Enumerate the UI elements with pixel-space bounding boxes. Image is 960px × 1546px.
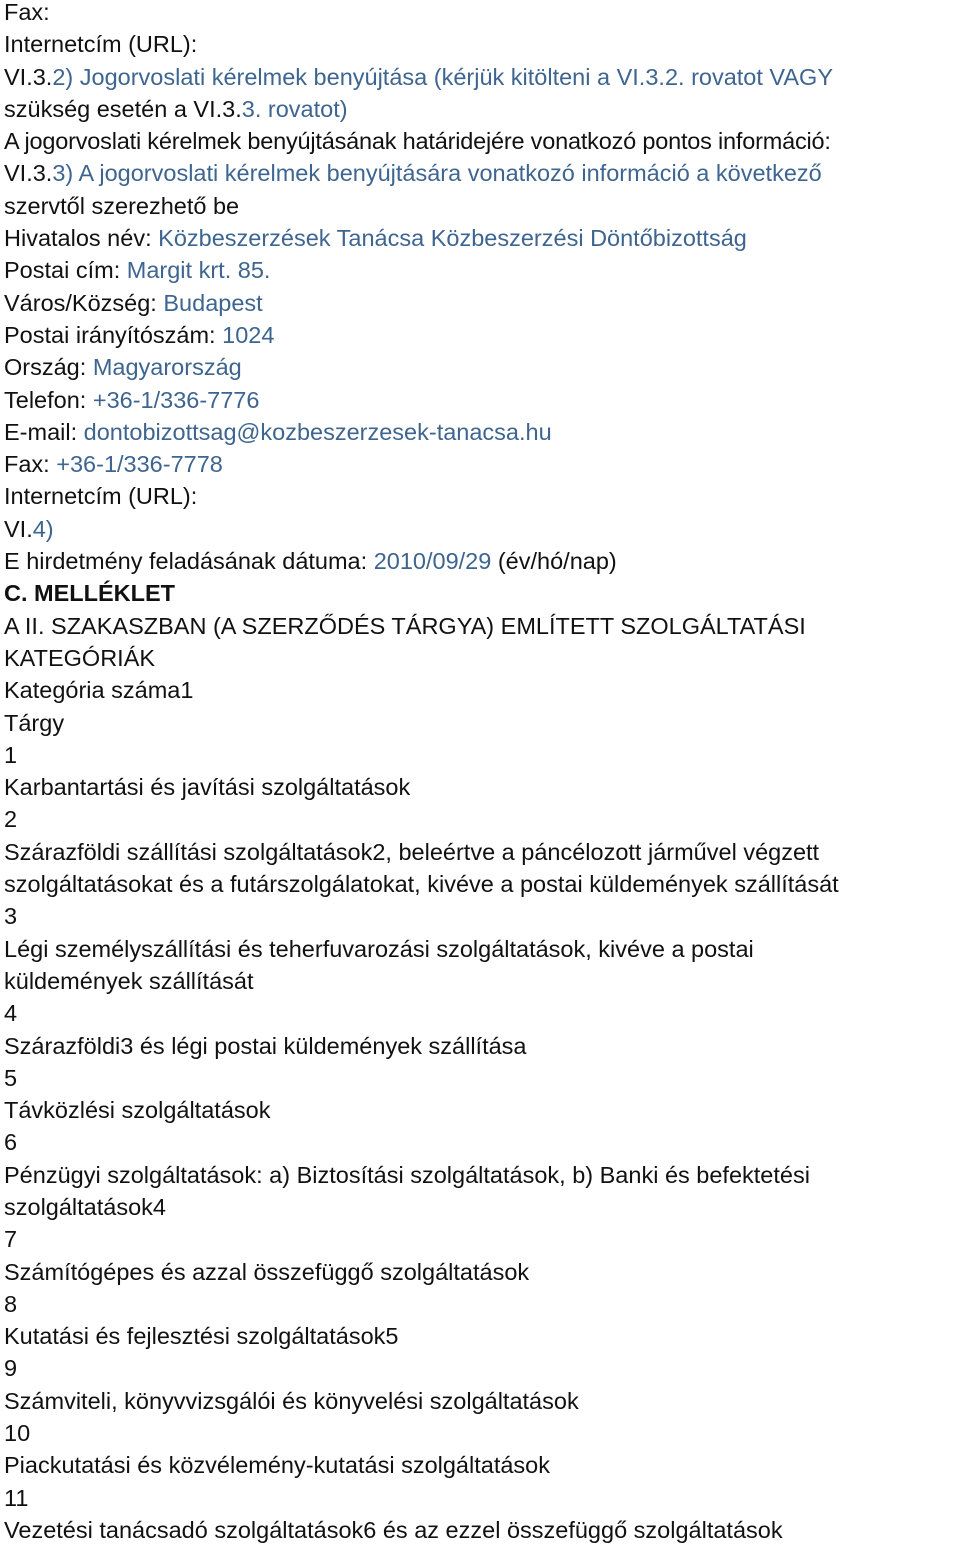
category-subject: Számítógépes és azzal összefüggő szolgáltatások (4, 1258, 530, 1285)
category-number: 10 (4, 1420, 31, 1447)
annex-subtitle-line1: A II. SZAKASZBAN (A SZERZŐDÉS TÁRGYA) EMLÍTETT SZOLGÁLTATÁSI (4, 612, 806, 639)
category-number: 6 (4, 1129, 18, 1156)
category-number: 2 (4, 806, 18, 833)
category-number: 7 (4, 1226, 18, 1253)
fax-row (4, 448, 956, 480)
fax-value: +36-1/336-7778 (56, 451, 223, 478)
phone-value: +36-1/336-7776 (92, 386, 260, 413)
category-subject: Szárazföldi szállítási szolgáltatások2, beleértve a páncélozott járművel végzett (4, 838, 820, 865)
country-row (4, 351, 956, 383)
category-number: 8 (4, 1290, 18, 1317)
section-number: VI.3. (4, 63, 53, 90)
category-subject: Légi személyszállítási és teherfuvarozási szolgáltatások, kivéve a postai (4, 935, 754, 962)
city-value: Budapest (163, 289, 263, 316)
category-subject: Karbantartási és javítási szolgáltatások (4, 774, 411, 801)
category-subject: Piackutatási és közvélemény-kutatási szolgáltatások (4, 1452, 550, 1479)
postal-address-row (4, 254, 956, 286)
section-vi4 (4, 513, 956, 545)
category-subject: Pénzügyi szolgáltatások: a) Biztosítási szolgáltatások, b) Banki és befektetési (4, 1161, 810, 1188)
category-subject: Távközlési szolgáltatások (4, 1097, 271, 1124)
field-label: Postai cím: (4, 257, 121, 284)
url-label: Internetcím (URL): (4, 31, 198, 58)
field-label: Ország: (4, 354, 87, 381)
section-text: 2) Jogorvoslati kérelmek benyújtása (kérjük kitölteni a VI.3. (52, 63, 665, 90)
email-link[interactable]: dontobizottsag@kozbeszerzesek-tanacsa.hu (83, 418, 552, 445)
category-number: 3 (4, 903, 18, 930)
section-number: 4) (32, 515, 54, 542)
category-subject: Számviteli, könyvvizsgálói és könyvelési szolgáltatások (4, 1387, 579, 1414)
category-number: 5 (4, 1064, 18, 1091)
section-text: 3) A jogorvoslati kérelmek benyújtására vonatkozó információ a következő (52, 160, 822, 187)
category-subject: küldemények szállítását (4, 967, 254, 994)
official-name-value: Közbeszerzések Tanácsa Közbeszerzési Döntőbizottság (158, 225, 747, 252)
column-header-subject: Tárgy (4, 709, 65, 736)
category-number: 9 (4, 1355, 18, 1382)
field-label: Hivatalos név: (4, 225, 152, 252)
phone-row (4, 384, 956, 416)
email-row (4, 416, 956, 448)
category-subject: szolgáltatások4 (4, 1193, 166, 1220)
annex-title: C. MELLÉKLET (4, 580, 176, 607)
section-vi32-line1 (4, 61, 956, 93)
field-label: Fax: (4, 451, 50, 478)
zip-value: 1024 (222, 321, 275, 348)
category-number: 4 (4, 1000, 18, 1027)
category-subject: Kutatási és fejlesztési szolgáltatások5 (4, 1323, 399, 1350)
column-header-number: Kategória száma1 (4, 677, 194, 704)
dispatch-date-row (4, 545, 956, 577)
country-value: Magyarország (92, 354, 242, 381)
url-label-top (4, 28, 956, 60)
category-number: 11 (4, 1484, 29, 1511)
field-label: E-mail: (4, 418, 78, 445)
section-number: VI.3. (4, 160, 53, 187)
deadline-info: A jogorvoslati kérelmek benyújtásának határidejére vonatkozó pontos információ: (4, 128, 831, 155)
zip-row (4, 319, 956, 351)
field-label: Postai irányítószám: (4, 321, 216, 348)
city-row (4, 287, 956, 319)
category-subject: Vezetési tanácsadó szolgáltatások6 és az ezzel összefüggő szolgáltatások (4, 1516, 783, 1543)
section-vi33-line2: szervtől szerezhető be (4, 192, 240, 219)
annex-subtitle-line2: KATEGÓRIÁK (4, 644, 156, 671)
section-vi33-line1 (4, 157, 956, 189)
section-text: szükség esetén a VI.3. (4, 95, 242, 122)
field-label: Telefon: (4, 386, 87, 413)
dispatch-date-value: 2010/09/29 (373, 548, 492, 575)
date-format-hint: (év/hó/nap) (497, 548, 617, 575)
field-label: E hirdetmény feladásának dátuma: (4, 548, 368, 575)
postal-address-value: Margit krt. 85. (126, 257, 271, 284)
url-row (4, 480, 956, 512)
category-subject: Szárazföldi3 és légi postai küldemények szállítása (4, 1032, 527, 1059)
category-number: 1 (4, 741, 18, 768)
section-text: 2. rovatot VAGY (664, 63, 833, 90)
section-text: 3. rovatot) (241, 95, 348, 122)
official-name-row (4, 222, 956, 254)
field-label: Város/Község: (4, 289, 157, 316)
section-vi32-line2 (4, 93, 956, 125)
category-list (4, 739, 956, 1546)
fax-label-top (4, 0, 956, 28)
category-subject: szolgáltatásokat és a futárszolgálatokat, kivéve a postai küldemények szállítását (4, 871, 839, 898)
section-number: VI. (4, 515, 33, 542)
field-label: Internetcím (URL): (4, 483, 198, 510)
fax-label: Fax: (4, 0, 50, 25)
